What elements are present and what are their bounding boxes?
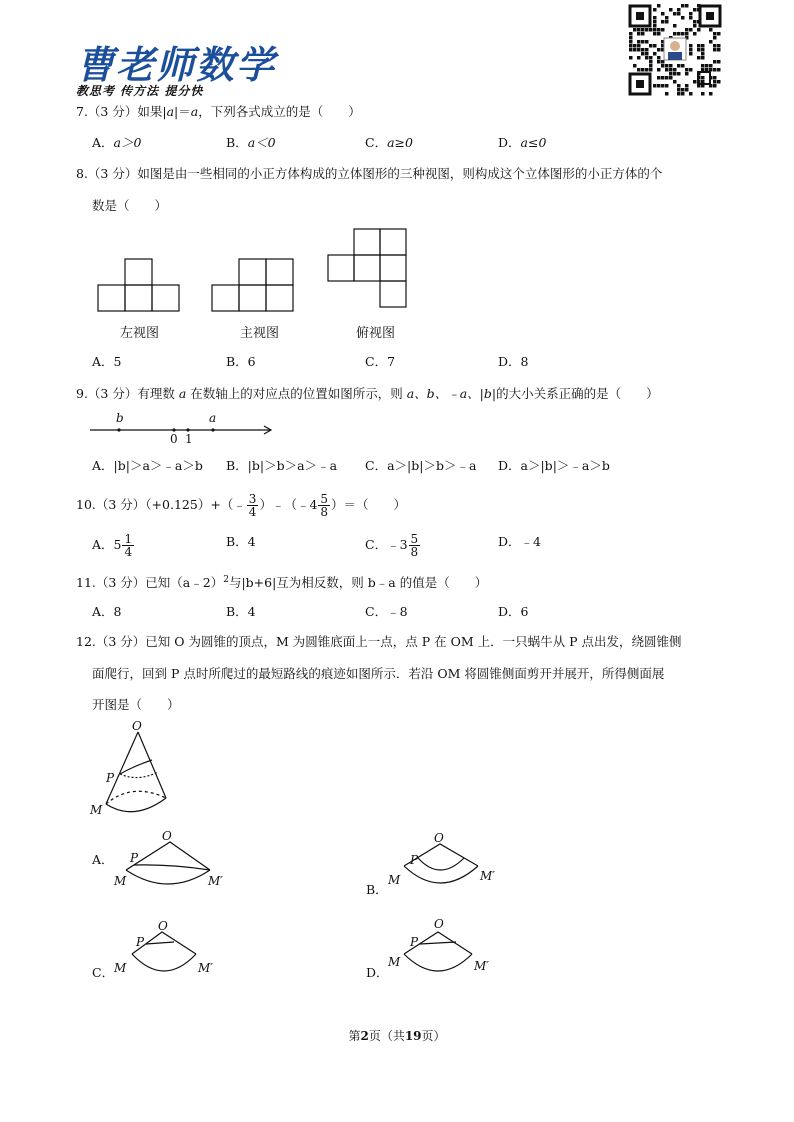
q8-option-c: C．7 <box>365 354 396 369</box>
svg-text:P: P <box>136 935 145 949</box>
fraction: $\frac{3}{4}$ <box>248 492 257 519</box>
svg-text:M′: M′ <box>198 961 214 975</box>
fraction: $\frac{5}{8}$ <box>320 492 329 519</box>
svg-text:P: P <box>410 853 419 867</box>
svg-text:M′: M′ <box>208 874 224 888</box>
point-b <box>117 428 120 431</box>
label-a: a <box>209 411 217 425</box>
front-view-cell <box>212 285 239 311</box>
q8-option-a: A．5 <box>92 354 122 369</box>
svg-text:P: P <box>410 935 419 949</box>
svg-text:O: O <box>434 917 444 931</box>
top-view-cell <box>354 229 380 255</box>
q12-option-c-letter: C． <box>92 965 115 980</box>
q10-option-c: C．﹣3 $\frac{5}{8}$ <box>365 532 419 559</box>
q7-option-c: C．a≥0 <box>365 135 413 150</box>
q10-option-b: B．4 <box>226 534 256 549</box>
q12-option-d-figure <box>386 914 506 984</box>
q7-option-d: D．a≤0 <box>498 135 547 150</box>
question-12-stem-line1: 12.（3 分）已知 O 为圆锥的顶点，M 为圆锥底面上一点，点 P 在 OM 上．一只蜗牛从 P 点出发，绕圆锥侧 <box>76 634 682 649</box>
q8-option-b: B．6 <box>226 354 256 369</box>
q9-option-b: B．|b|＞b＞a＞﹣a <box>226 458 338 473</box>
q9-option-c: C．a＞|b|＞b＞﹣a <box>365 458 477 473</box>
front-view-label: 主视图 <box>240 326 280 341</box>
question-11-stem: 11.（3 分）已知（a﹣2）$^2$与|b+6|互为相反数，则 b﹣a 的值是（ ） <box>76 575 488 591</box>
q9-option-a: A．|b|＞a＞﹣a＞b <box>92 458 203 473</box>
q7-stem-part: 7.（3 分）如果| <box>76 104 167 119</box>
left-view-label: 左视图 <box>120 326 160 341</box>
question-8-stem-line2: 数是（ ） <box>92 198 168 213</box>
q12-option-a-figure <box>112 830 242 892</box>
q7-stem-part: ，下列各式成立的是（ ） <box>198 104 361 119</box>
q12-option-d-letter: D． <box>366 965 389 980</box>
q7-option-a: A．a＞0 <box>92 135 142 150</box>
svg-text:M: M <box>114 961 127 975</box>
q7-var: a <box>190 104 199 119</box>
q11-option-b: B．4 <box>226 604 256 619</box>
q11-option-d: D．6 <box>498 604 529 619</box>
q10-option-d: D．﹣4 <box>498 534 541 549</box>
top-view-cell <box>328 255 354 281</box>
label-1: 1 <box>185 432 193 444</box>
label-0: 0 <box>170 432 178 444</box>
top-view-cell <box>354 255 380 281</box>
svg-text:M′: M′ <box>474 959 490 973</box>
top-view-label: 俯视图 <box>356 326 396 341</box>
question-9-stem: 9.（3 分）有理数 a 在数轴上的对应点的位置如图所示，则 a、b、﹣a、|b|的大小关系正确的是（ ） <box>76 386 659 401</box>
front-view-cell <box>266 259 293 285</box>
q7-var: a <box>166 104 175 119</box>
qr-code-icon <box>628 4 722 96</box>
question-12-stem-line2: 面爬行，回到 P 点时所爬过的最短路线的痕迹如图所示．若沿 OM 将圆锥侧面剪开并展开，所得侧面展 <box>92 666 665 681</box>
q7-stem-part: |＝ <box>174 104 191 119</box>
q12-option-b-letter: B． <box>366 882 388 897</box>
top-view-cell <box>380 255 406 281</box>
label-b: b <box>116 411 124 425</box>
svg-text:M′: M′ <box>480 869 496 883</box>
svg-text:O: O <box>162 830 172 843</box>
left-view-cell <box>125 285 152 311</box>
q7-option-b: B．a＜0 <box>226 135 276 150</box>
number-line-figure <box>88 408 278 444</box>
svg-text:M: M <box>388 873 401 887</box>
front-view-cell <box>239 285 266 311</box>
left-view-cell <box>152 285 179 311</box>
question-8-stem-line1: 8.（3 分）如图是由一些相同的小正方体构成的立体图形的三种视图，则构成这个立体图形的小正方体的个 <box>76 166 663 181</box>
three-views-figure <box>92 224 422 318</box>
cone-figure <box>86 718 186 822</box>
question-7-stem <box>76 104 361 120</box>
point-a <box>211 428 214 431</box>
q12-option-b-figure <box>386 830 506 896</box>
page-footer: 第2页（共19页） <box>348 1029 446 1043</box>
question-12-stem-line3: 开图是（ ） <box>92 697 180 712</box>
q12-option-a-letter: A． <box>92 852 114 867</box>
brand-slogan: 教思考 传方法 提分快 <box>76 84 204 98</box>
q10-option-a: A．5 $\frac{1}{4}$ <box>92 532 133 559</box>
q9-option-d: D．a＞|b|＞﹣a＞b <box>498 458 610 473</box>
top-view-cell <box>380 281 406 307</box>
front-view-cell <box>239 259 266 285</box>
svg-text:M: M <box>90 803 103 817</box>
top-view-cell <box>380 229 406 255</box>
svg-text:P: P <box>130 851 139 865</box>
question-10-stem: 10.（3 分）（+0.125）+（﹣ $\frac{3}{4}$ ）﹣（﹣4 $\frac{5}{8}$ ）＝（ ） <box>76 492 407 519</box>
front-view-cell <box>266 285 293 311</box>
q12-option-c-figure <box>112 914 222 984</box>
brand-title: 曹老师数学 <box>76 42 277 87</box>
q11-option-c: C．﹣8 <box>365 604 408 619</box>
left-view-cell <box>98 285 125 311</box>
svg-text:O: O <box>158 919 168 933</box>
svg-text:M: M <box>114 874 127 888</box>
svg-text:O: O <box>132 719 142 733</box>
svg-text:M: M <box>388 955 401 969</box>
q11-option-a: A．8 <box>92 604 122 619</box>
svg-text:P: P <box>106 771 115 785</box>
left-view-cell <box>125 259 152 285</box>
q8-option-d: D．8 <box>498 354 529 369</box>
svg-text:O: O <box>434 831 444 845</box>
